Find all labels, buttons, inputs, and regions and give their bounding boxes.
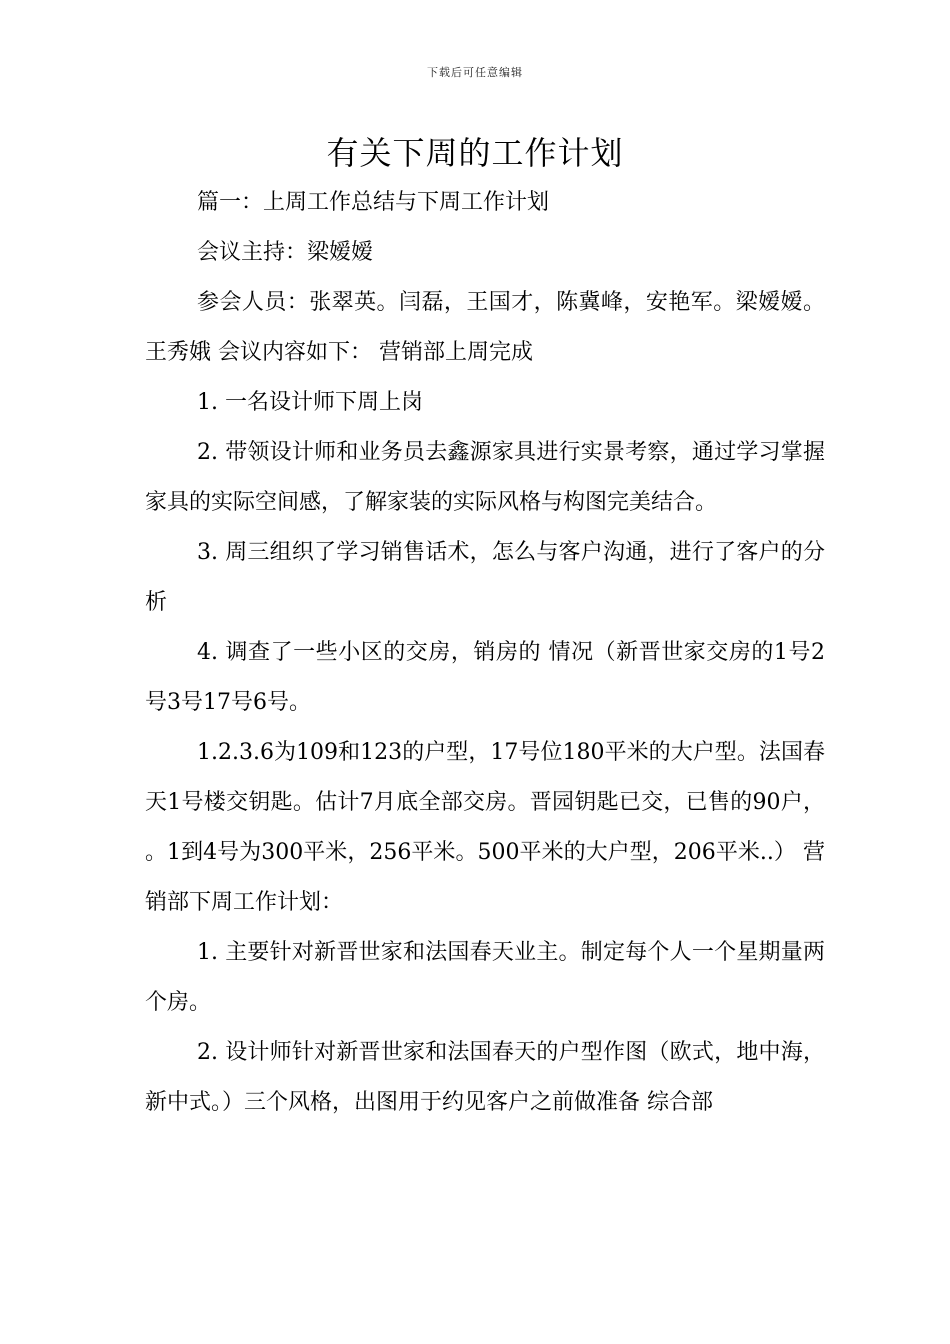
paragraph-housing-details: 1.2.3.6为109和123的户型，17号位180平米的大户型。法国春天1号楼交钥匙。估计7月底全部交房。晋园钥匙已交，已售的90户， 。1到4号为300平米，256平米。500平米的大户型，206平米..） 营销部下周工作计划： [145,740,825,915]
paragraph-attendees: 参会人员：张翠英。闫磊，王国才，陈冀峰，安艳军。梁嫒嫒。王秀娥 会议内容如下： 营销部上周完成 [145,290,825,365]
paragraph-plan-2: 2. 设计师针对新晋世家和法国春天的户型作图（欧式，地中海，新中式。）三个风格，出图用于约见客户之前做准备 综合部 [145,1040,825,1115]
document-title: 有关下周的工作计划 [326,134,624,172]
paragraph-item-3: 3. 周三组织了学习销售话术，怎么与客户沟通，进行了客户的分析 [145,540,825,615]
paragraph-meeting-host: 会议主持：梁嫒嫒 [197,240,374,265]
paragraph-item-4: 4. 调查了一些小区的交房，销房的 情况（新晋世家交房的1号2号3号17号6号。 [145,640,825,715]
document-body [145,178,825,1128]
paragraph-plan-1: 1. 主要针对新晋世家和法国春天业主。制定每个人一个星期量两个房。 [145,940,825,1015]
paragraph-item-2: 2. 带领设计师和业务员去鑫源家具进行实景考察，通过学习掌握家具的实际空间感，了解家装的实际风格与构图完美结合。 [145,440,825,515]
header-note: 下载后可任意编辑 [427,66,523,79]
paragraph-item-1: 1. 一名设计师下周上岗 [197,390,423,415]
paragraph-section-heading: 篇一：上周工作总结与下周工作计划 [197,190,550,215]
